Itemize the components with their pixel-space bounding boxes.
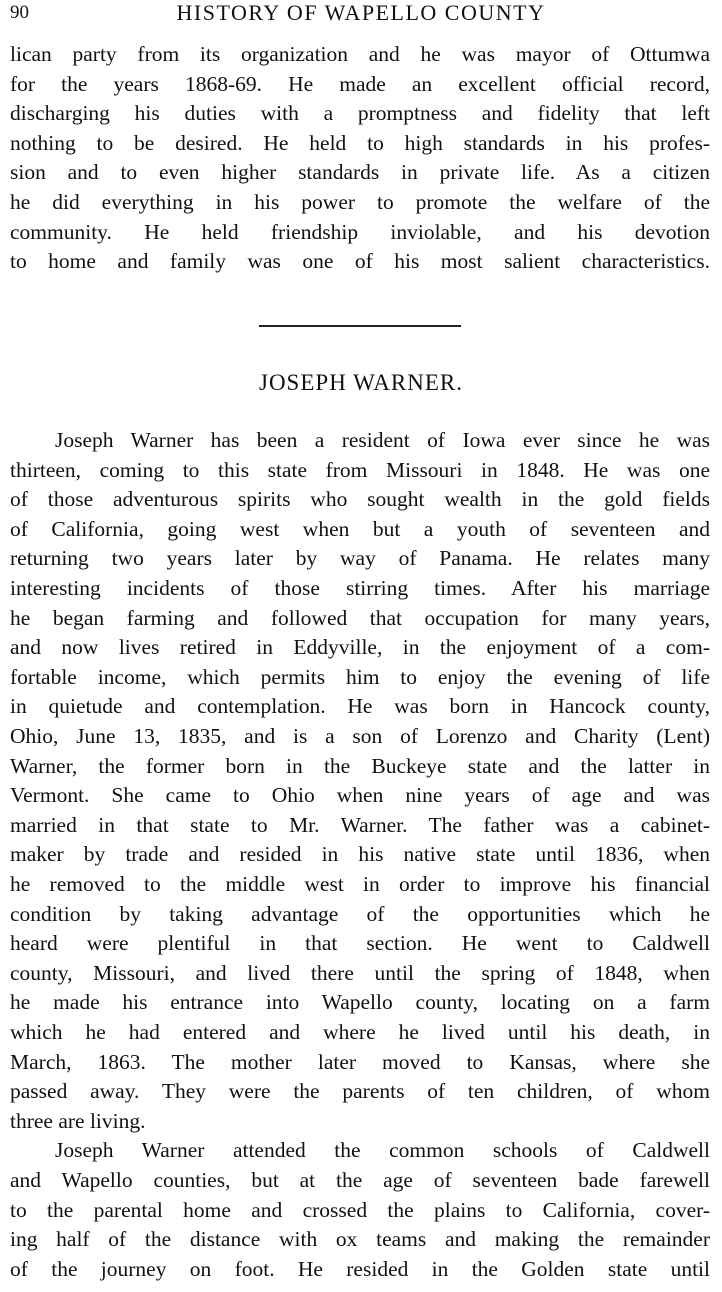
text-line: which he had entered and where he lived until his death, in: [10, 1020, 710, 1044]
text-line: maker by trade and resided in his native state until 1836, when: [10, 842, 710, 867]
text-line: in quietude and contemplation. He was born in Hancock county,: [10, 694, 710, 719]
text-line: interesting incidents of those stirring times. After his marriage: [10, 576, 710, 600]
text-line: of the journey on foot. He resided in the Golden state until: [10, 1256, 710, 1281]
text-line: Ohio, June 13, 1835, and is a son of Lorenzo and Charity (Lent): [10, 724, 710, 748]
text-line: community. He held friendship inviolable, and his devotion: [10, 219, 710, 244]
text-line: county, Missouri, and lived there until the spring of 1848, when: [10, 960, 710, 985]
running-head: [10, 0, 712, 26]
text-line: nothing to be desired. He held to high standards in his profes-: [10, 130, 710, 155]
text-line: heard were plentiful in that section. He went to Caldwell: [10, 931, 710, 956]
text-line: ing half of the distance with ox teams and making the remainder: [10, 1227, 710, 1252]
text-line: lican party from its organization and he was mayor of Ottumwa: [10, 42, 710, 66]
text-line: and now lives retired in Eddyville, in the enjoyment of a com-: [10, 635, 710, 660]
text-line: March, 1863. The mother later moved to Kansas, where she: [10, 1049, 710, 1074]
text-line: Joseph Warner has been a resident of Iowa ever since he was: [55, 428, 710, 452]
section-divider: [259, 325, 461, 327]
running-title: HISTORY OF WAPELLO COUNTY: [176, 0, 546, 25]
page-number: 90: [10, 2, 29, 23]
text-line: returning two years later by way of Panama. He relates many: [10, 546, 710, 571]
text-line: he began farming and followed that occupation for many years,: [10, 605, 710, 630]
text-line: he made his entrance into Wapello county, locating on a farm: [10, 990, 710, 1015]
text-line: and Wapello counties, but at the age of seventeen bade farewell: [10, 1168, 710, 1192]
text-line: Joseph Warner attended the common schools of Caldwell: [55, 1138, 710, 1163]
text-line: three are living.: [10, 1108, 146, 1133]
text-line: to home and family was one of his most salient characteristics.: [10, 249, 710, 274]
text-line: condition by taking advantage of the opportunities which he: [10, 901, 710, 926]
text-line: fortable income, which permits him to enjoy the evening of life: [10, 664, 710, 689]
text-line: Vermont. She came to Ohio when nine years of age and was: [10, 783, 710, 808]
text-line: to the parental home and crossed the plains to California, cover-: [10, 1197, 710, 1222]
text-line: of California, going west when but a youth of seventeen and: [10, 516, 710, 541]
text-line: thirteen, coming to this state from Missouri in 1848. He was one: [10, 457, 710, 482]
text-line: passed away. They were the parents of ten children, of whom: [10, 1079, 710, 1104]
text-line: he did everything in his power to promote the welfare of the: [10, 190, 710, 214]
text-line: he removed to the middle west in order to improve his financial: [10, 872, 710, 896]
text-line: discharging his duties with a promptness and fidelity that left: [10, 101, 710, 126]
text-line: for the years 1868-69. He made an excellent official record,: [10, 71, 710, 96]
text-line: Warner, the former born in the Buckeye state and the latter in: [10, 753, 710, 778]
text-line: of those adventurous spirits who sought wealth in the gold fields: [10, 487, 710, 512]
text-line: married in that state to Mr. Warner. The father was a cabinet-: [10, 812, 710, 837]
text-line: sion and to even higher standards in private life. As a citizen: [10, 160, 710, 185]
biography-heading: JOSEPH WARNER.: [259, 370, 463, 395]
